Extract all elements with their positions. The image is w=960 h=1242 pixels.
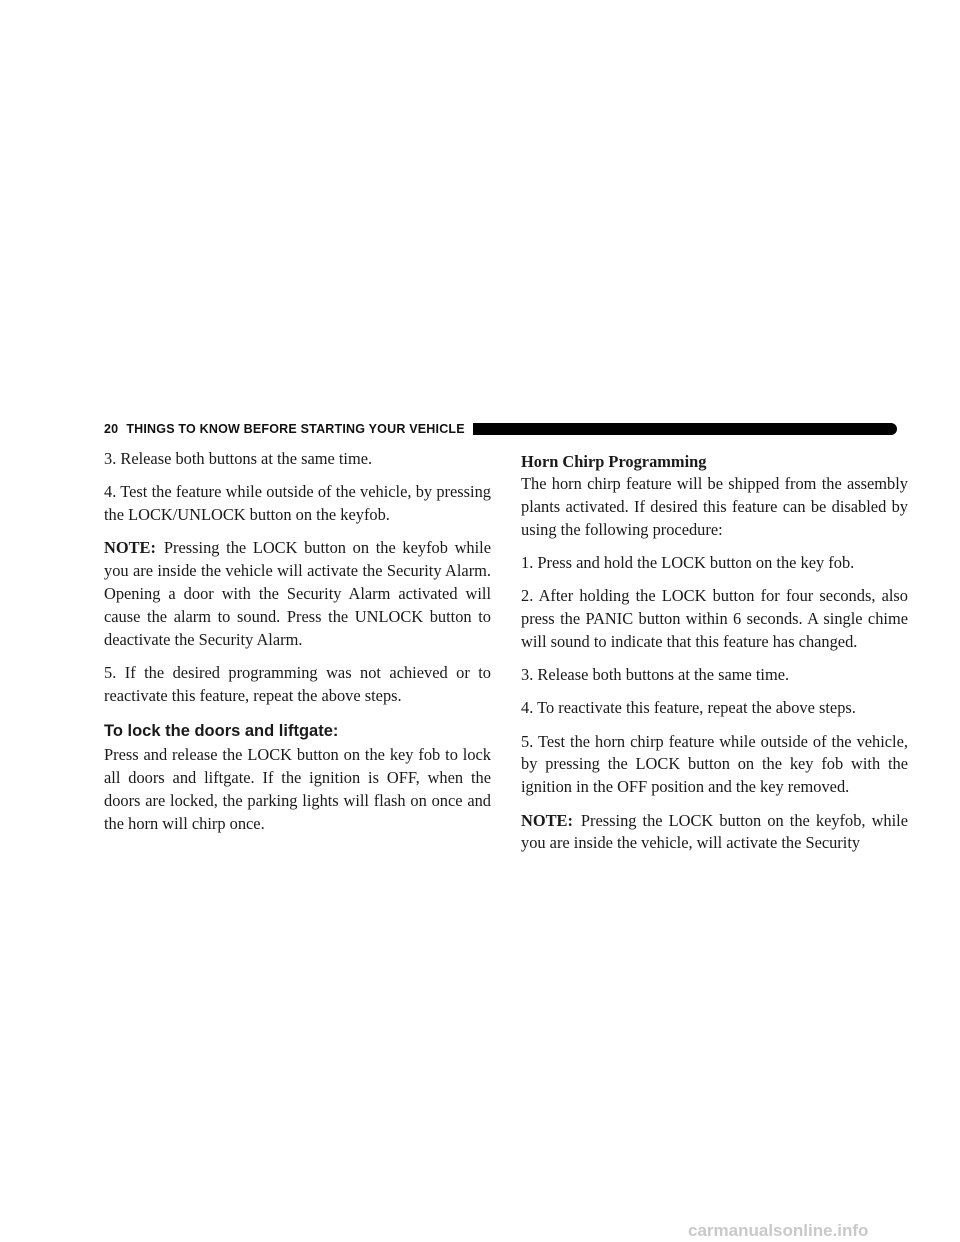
step-5-paragraph: 5. If the desired programming was not achieved or to reactivate this feature, repeat the above steps. [104, 662, 491, 705]
horn-step-1-paragraph: 1. Press and hold the LOCK button on the key fob. [521, 552, 855, 572]
right-column [521, 448, 908, 866]
header-text [104, 422, 465, 436]
horn-step-3-paragraph: 3. Release both buttons at the same time. [521, 665, 790, 685]
horn-note-text: Pressing the LOCK button on the keyfob, while you are inside the vehicle, will activate the Security [521, 810, 908, 853]
section-title: THINGS TO KNOW BEFORE STARTING YOUR VEHICLE [126, 422, 465, 436]
step-3-paragraph: 3. Release both buttons at the same time. [104, 449, 373, 468]
horn-step-5-paragraph: 5. Test the horn chirp feature while outside of the vehicle, by pressing the LOCK button on the key fob with the ignition in the OFF position and the key removed. [521, 731, 908, 797]
note-paragraph [104, 537, 491, 651]
lock-doors-heading: To lock the doors and liftgate: [104, 722, 339, 741]
note-label: NOTE: [104, 538, 156, 558]
horn-step-2-paragraph: 2. After holding the LOCK button for four seconds, also press the PANIC button within 6 seconds. A single chime will sound to indicate that this feature has changed. [521, 586, 908, 651]
page-number: 20 [104, 422, 119, 436]
horn-note-paragraph [521, 810, 908, 856]
note-text: Pressing the LOCK button on the keyfob while you are inside the vehicle will activate the Security Alarm. Opening a door with the Security Alarm activated will cause the alarm to sound. Press the UNLOCK button to deactivate the Security Alarm. [104, 538, 491, 649]
page-header [104, 419, 897, 439]
horn-chirp-heading: Horn Chirp Programming [521, 452, 707, 471]
horn-chirp-intro: The horn chirp feature will be shipped from the assembly plants activated. If desired this feature can be disabled by using the following procedure: [521, 474, 908, 539]
header-rule [473, 423, 897, 435]
horn-note-label: NOTE: [521, 810, 573, 830]
step-4-paragraph: 4. Test the feature while outside of the vehicle, by pressing the LOCK/UNLOCK button on the keyfob. [104, 482, 491, 525]
horn-step-4-paragraph: 4. To reactivate this feature, repeat the above steps. [521, 698, 856, 718]
lock-doors-paragraph: Press and release the LOCK button on the key fob to lock all doors and liftgate. If the ignition is OFF, when the doors are locked, the parking lights will flash on once and the horn will chirp once. [104, 745, 491, 833]
watermark: carmanualsonline.info [688, 1221, 869, 1240]
left-column [104, 448, 491, 846]
